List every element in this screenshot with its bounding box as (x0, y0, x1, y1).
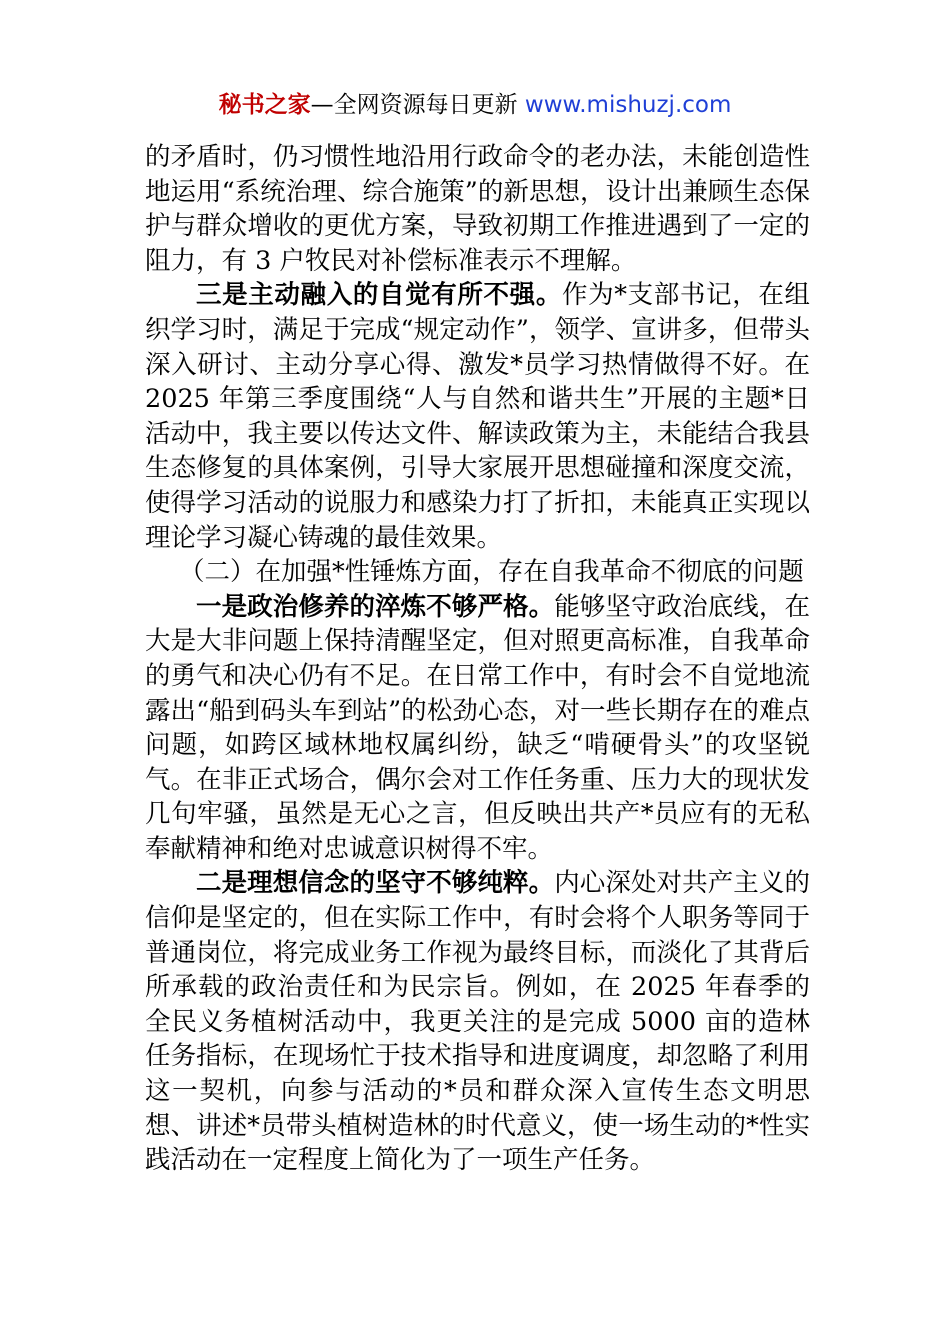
document-body (145, 140, 810, 1178)
site-url-link[interactable]: www.mishuzj.com (524, 92, 732, 118)
paragraph-lead: 二是理想信念的坚守不够纯粹。 (196, 868, 555, 899)
paragraph-point-three (145, 278, 810, 555)
paragraph-lead: 一是政治修养的淬炼不够严格。 (196, 591, 555, 622)
paragraph-text: 内心深处对共产主义的信仰是坚定的，但在实际工作中，有时会将个人职务等同于普通岗位，将完成业务工作视为最终目标，而淡化了其背后所承载的政治责任和为民宗旨。例如，在 2025 年春季的全民义务植树活动中，我更关注的是完成 5000 亩的造林任务指标，在现场忙于技术指导和进度调度，却忽略了利用这一契机，向参与活动的*员和群众深入宣传生态文明思想、讲述*员带头植树造林的时代意义，使一场生动的*性实践活动在一定程度上简化为了一项生产任务。 (145, 868, 810, 1176)
site-tagline: —全网资源每日更新 (310, 92, 525, 118)
paragraph-text: 能够坚守政治底线，在大是大非问题上保持清醒坚定，但对照更高标准，自我革命的勇气和决心仍有不足。在日常工作中，有时会不自觉地流露出“船到码头车到站”的松劲心态，对一些长期存在的难点问题，如跨区域林地权属纠纷，缺乏“啃硬骨头”的攻坚锐气。在非正式场合，偶尔会对工作任务重、压力大的现状发几句牢骚，虽然是无心之言，但反映出共产*员应有的无私奉献精神和绝对忠诚意识树得不牢。 (145, 591, 810, 864)
site-header (0, 88, 950, 122)
paragraph-lead: 三是主动融入的自觉有所不强。 (196, 280, 562, 311)
site-brand: 秘书之家 (218, 92, 311, 118)
section-heading-text: （二）在加强*性锤炼方面，存在自我革命不彻底的问题 (179, 557, 804, 588)
section-heading (145, 555, 810, 590)
paragraph-text: 的矛盾时，仍习惯性地沿用行政命令的老办法，未能创造性地运用“系统治理、综合施策”的新思想，设计出兼顾生态保护与群众增收的更优方案，导致初期工作推进遇到了一定的阻力，有 3 户牧民对补偿标准表示不理解。 (145, 142, 810, 276)
paragraph-point-one (145, 590, 810, 867)
paragraph-point-two (145, 866, 810, 1177)
paragraph-continuation (145, 140, 810, 278)
paragraph-text: 作为*支部书记，在组织学习时，满足于完成“规定动作”，领学、宣讲多，但带头深入研讨、主动分享心得、激发*员学习热情做得不好。在 2025 年第三季度围绕“人与自然和谐共生”开展的主题*日活动中，我主要以传达文件、解读政策为主，未能结合我县生态修复的具体案例，引导大家展开思想碰撞和深度交流，使得学习活动的说服力和感染力打了折扣，未能真正实现以理论学习凝心铸魂的最佳效果。 (145, 280, 810, 553)
